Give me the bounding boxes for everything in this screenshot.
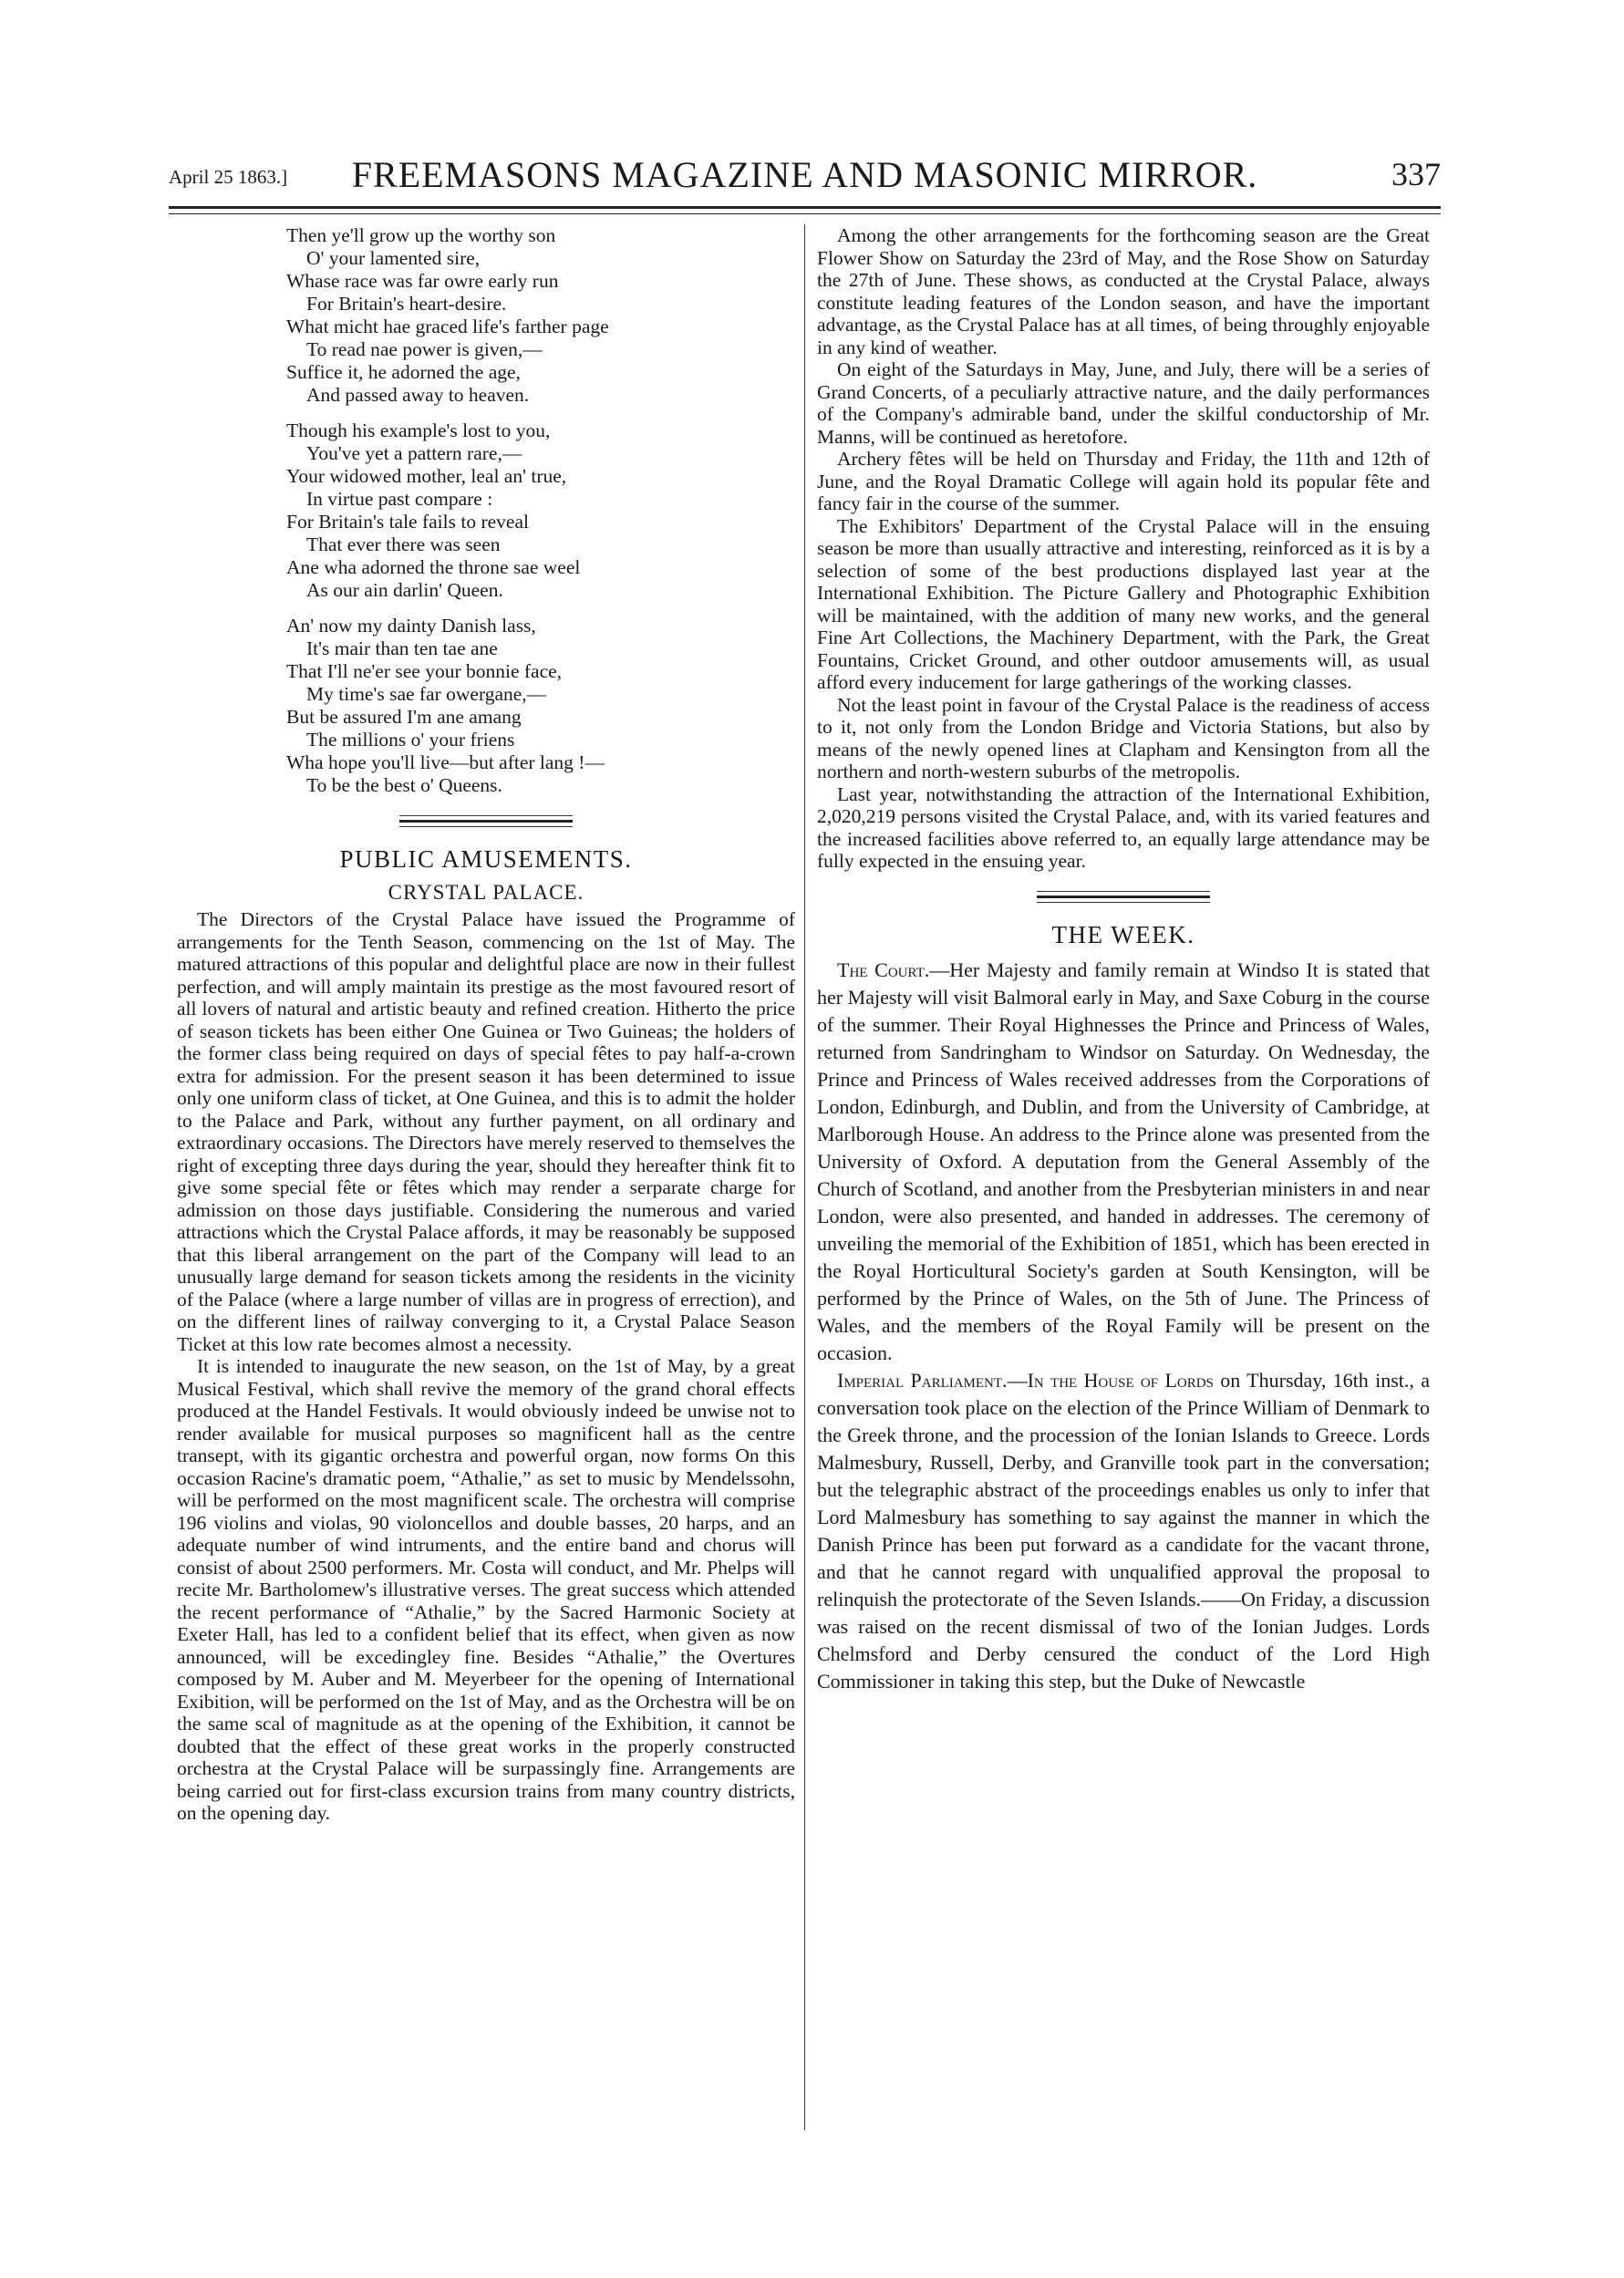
poem-line: Ane wha adorned the throne sae weel [286, 556, 581, 578]
article-paragraph: The Directors of the Crystal Palace have issued the Programme of arrangements for the Tenth Season, commencing on the 1st of May. The matured attractions of this popular and delightful place are now in their fullest perfection, and will amply maintain its prestige as the most favoured resort of all lovers of natural and artistic beauty and refined creation. Hitherto the price of season tickets has been either One Guinea or Two Guineas; the holders of the former class being required on days of special fêtes to pay half-a-crown extra for admission. For the present season it has been determined to issue only one uniform class of ticket, at One Guinea, and this is to admit the holder to the Palace and Park, without any further payment, on all ordinary and extraordinary occasions. The Directors have merely reserved to themselves the right of excepting three days during the year, should they hereafter think fit to give some special fête or fêtes which may render a serparate charge for admission on those days justifiable. Considering the numerous and varied attractions which the Crystal Palace affords, it may be reasonably be supposed that this liberal arrangement on the part of the Company will lead to an unusually large demand for season tickets among the residents in the vicinity of the Palace (where a large number of villas are in progress of errection), and on the different lines of railway converging to it, a Crystal Palace Season Ticket at this low rate becomes almost a necessity. [177, 908, 795, 1355]
poem-stanza [286, 224, 795, 407]
poem-line: To be the best o' Queens. [306, 774, 502, 796]
article-paragraph: Archery fêtes will be held on Thursday and Friday, the 11th and 12th of June, and the Royal Dramatic College will again hold its popular fête and fancy fair in the course of the summer. [817, 448, 1430, 514]
week-parliament-paragraph [817, 1367, 1430, 1695]
left-column [177, 224, 795, 1825]
poem-line: My time's sae far owergane,— [306, 683, 547, 705]
poem [286, 224, 795, 797]
poem-line: And passed away to heaven. [306, 384, 530, 406]
section-separator [1037, 891, 1210, 903]
poem-line: It's mair than ten tae ane [306, 637, 498, 659]
court-text: —Her Majesty and family remain at Windso It is stated that her Majesty will visit Balmoral early in May, and Saxe Coburg in the course of the summer. Their Royal Highnesses the Prince and Princess of Wales, returned from Sandringham to Windsor on Saturday. On Wednesday, the Prince and Princess of Wales received addresses from the Corporations of London, Edinburgh, and Dublin, and from the University of Cambridge, at Marlborough House. An address to the Prince alone was presented from the University of Oxford. A deputation from the General Assembly of the Church of Scotland, and another from the Presbyterian ministers in and near London, were also presented, and handed in addresses. The ceremony of unveiling the memorial of the Exhibition of 1851, which has been erected in the Royal Horticultural Society's garden at South Kensington, will be performed by the Prince of Wales, on the 5th of June. The Princess of Wales, and the members of the Royal Family will be present on the occasion. [817, 958, 1430, 1364]
poem-line: Your widowed mother, leal an' true, [286, 465, 567, 487]
subheading-crystal-palace: CRYSTAL PALACE. [388, 881, 584, 904]
parliament-text: on Thursday, 16th inst., a conversation took place on the election of the Prince William of Denmark to the Greek throne, and the procession of the Ionian Islands to Greece. Lords Malmesbury, Russell, Derby, and Granville took part in the conversation; but the telegraphic abstract of the proceedings enables us only to infer that Lord Malmesbury has something to say against the manner in which the Danish Prince has been put forward as a candidate for the vacant throne, and that he cannot regard with unqualified approval the proposal to relinquish the protectorate of the Seven Islands.——On Friday, a discussion was raised on the recent dismissal of two of the Ionian Judges. Lords Chelmsford and Derby censured the conduct of the Lord High Commissioner in taking this step, but the Duke of Newcastle [817, 1368, 1430, 1693]
poem-line: That I'll ne'er see your bonnie face, [286, 660, 563, 682]
masthead-title: FREEMASONS MAGAZINE AND MASONIC MIRROR. [351, 154, 1258, 195]
section-separator [399, 815, 573, 827]
poem-line: You've yet a pattern rare,— [306, 442, 522, 464]
week-court-paragraph [817, 957, 1430, 1367]
section-heading-the-week: THE WEEK. [1051, 920, 1195, 948]
right-column [817, 224, 1430, 1695]
poem-line: The millions o' your friens [306, 729, 515, 751]
poem-line: Suffice it, he adorned the age, [286, 361, 521, 383]
poem-line: That ever there was seen [306, 533, 501, 555]
issue-date: April 25 1863.] [169, 166, 288, 188]
poem-line: An' now my dainty Danish lass, [286, 615, 536, 637]
poem-line: In virtue past compare : [306, 488, 493, 510]
run-in-heading-parliament: Imperial Parliament. [837, 1368, 1008, 1392]
poem-line: What micht hae graced life's farther page [286, 316, 609, 337]
article-paragraph: Among the other arrangements for the forthcoming season are the Great Flower Show on Saturday the 23rd of May, and the Rose Show on Saturday the 27th of June. These shows, as conducted at the Crystal Palace, always constitute leading features of the London season, and have the important advantage, as the Crystal Palace has at all times, of being throughly enjoyable in any kind of weather. [817, 224, 1430, 358]
run-in-house-of-lords: —In the House of Lords [1007, 1368, 1214, 1392]
poem-line: To read nae power is given,— [306, 338, 543, 360]
page-number: 337 [1391, 156, 1441, 192]
article-paragraph: The Exhibitors' Department of the Crystal Palace will in the ensuing season be more than usually attractive and interesting, reinforced as it is by a selection of some of the best productions displayed last year at the International Exhibition. The Picture Gallery and Photographic Exhibition will be maintained, with the addition of many new works, and the general Fine Art Collections, the Machinery Department, with the Park, the Great Fountains, Cricket Ground, and other outdoor amusements will, as usual afford every inducement for large gatherings of the working classes. [817, 514, 1430, 693]
poem-stanza [286, 419, 795, 602]
poem-line: Though his example's lost to you, [286, 419, 551, 441]
poem-stanza [286, 615, 795, 797]
header-rule-thick [169, 206, 1441, 209]
page-header [169, 153, 1441, 199]
column-divider [804, 224, 805, 2130]
section-heading-public-amusements: PUBLIC AMUSEMENTS. [339, 845, 633, 873]
poem-line: As our ain darlin' Queen. [306, 579, 503, 601]
poem-line: Whase race was far owre early run [286, 270, 559, 292]
article-paragraph: Last year, notwithstanding the attraction of the International Exhibition, 2,020,219 persons visited the Crystal Palace, and, with its varied features and the increased facilities above referred to, an equally large attendance may be fully expected in the ensuing year. [817, 782, 1430, 872]
poem-line: For Britain's tale fails to reveal [286, 511, 529, 533]
header-rule-thin [169, 213, 1441, 214]
article-paragraph: Not the least point in favour of the Crystal Palace is the readiness of access to it, not only from the London Bridge and Victoria Stations, but also by means of the newly opened lines at Clapham and Kensington from all the northern and north-western suburbs of the metropolis. [817, 693, 1430, 782]
article-paragraph: It is intended to inaugurate the new season, on the 1st of May, by a great Musical Festival, which shall revive the memory of the grand choral effects produced at the Handel Festivals. It would obviously indeed be unwise not to render available for musical purposes so magnificent hall as the centre transept, with its gigantic orchestra and powerful organ, now forms On this occasion Racine's dramatic poem, “Athalie,” as set to music by Mendelssohn, will be performed on the most magnificent scale. The orchestra will comprise 196 violins and violas, 90 violoncellos and double basses, 20 harps, and an adequate number of wind intruments, and the entire band and chorus will consist of about 2500 performers. Mr. Costa will conduct, and Mr. Phelps will recite Mr. Bartholomew's illustrative verses. The great success which attended the recent performance of “Athalie,” by the Sacred Harmonic Society at Exeter Hall, has led to a confident belief that its effect, when given as now announced, will be excedingley fine. Besides “Athalie,” the Overtures composed by M. Auber and M. Meyerbeer for the opening of International Exibition, will be performed on the 1st of May, and as the Orchestra will be on the same scal of magnitude as at the opening of the Exhibition, it cannot be doubted that the effect of these great works in the properly constructed orchestra at the Crystal Palace will be surpassingly fine. Arrangements are being carried out for first-class excursion trains from many country districts, on the opening day. [177, 1355, 795, 1824]
poem-line: Then ye'll grow up the worthy son [286, 224, 556, 246]
poem-line: O' your lamented sire, [306, 247, 481, 269]
poem-line: Wha hope you'll live—but after lang !— [286, 751, 605, 773]
poem-line: But be assured I'm ane amang [286, 706, 522, 728]
article-paragraph: On eight of the Saturdays in May, June, and July, there will be a series of Grand Concerts, of a peculiarly attractive nature, and the daily performances of the Company's admirable band, under the skilful conductorship of Mr. Manns, will be continued as heretofore. [817, 358, 1430, 448]
poem-line: For Britain's heart-desire. [306, 293, 507, 315]
run-in-heading-court: The Court. [837, 958, 930, 981]
